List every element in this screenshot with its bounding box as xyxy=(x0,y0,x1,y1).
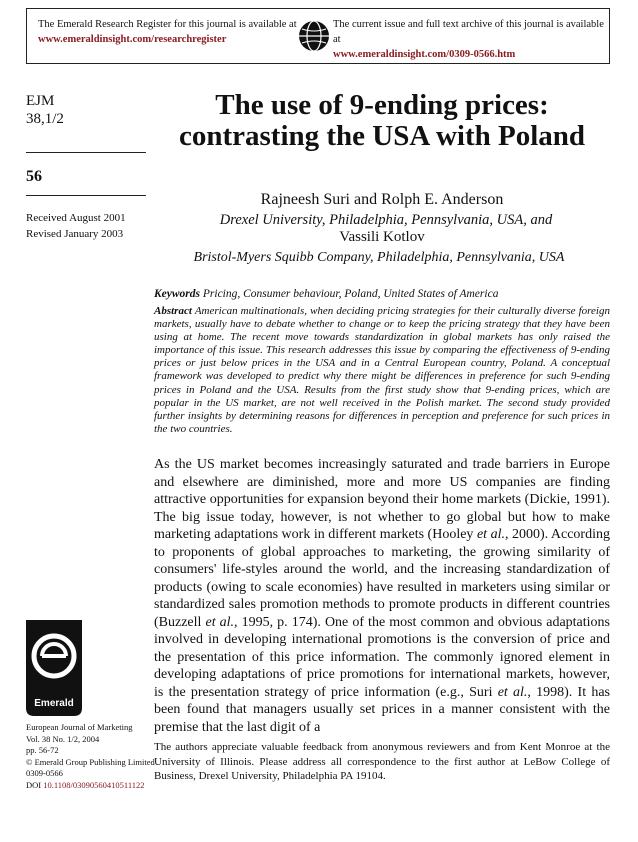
vol-issue: Vol. 38 No. 1/2, 2004 xyxy=(26,733,100,744)
received-date: Received August 2001 xyxy=(26,212,126,224)
body-text-1: As the US market becomes increasingly saturated and trade barriers in Europe and elsewhere are diminished, more and more US companies are finding attractive opportunities for expansion beyond their home markets (Dickie, 1991). The big issue today, however, is not whether to go global but how to make marketing adaptations work in different markets (Hooley xyxy=(154,457,610,542)
logo-text: Emerald xyxy=(34,698,74,709)
abstract-label: Abstract xyxy=(154,305,192,317)
page-number: 56 xyxy=(26,168,42,185)
body-text-2: , 2000). According to proponents of global approaches to marketing, the growing similarity of consumers' life-styles around the world, and the increasing standardization of products (owing to scale economies) have resulted in marketers using similar or standardized sales promotion methods to promote products in different countries (Buzzell xyxy=(154,527,610,630)
doi-link[interactable]: 10.1108/03090560410511122 xyxy=(43,779,145,790)
authors: Rajneesh Suri and Rolph E. Anderson xyxy=(260,191,504,208)
et-al: et al. xyxy=(497,684,528,700)
submission-dates xyxy=(26,210,126,242)
register-link[interactable]: www.emeraldinsight.com/researchregister xyxy=(38,34,227,45)
emerald-logo xyxy=(26,620,82,716)
abstract xyxy=(154,305,610,436)
body-text-4: , 1998). It has been found that managers usually set prices in a manner consistent with the premise that the last digit of a xyxy=(154,684,610,735)
header-box xyxy=(26,8,610,64)
et-al: et al. xyxy=(476,527,505,542)
journal-volume: 38,1/2 xyxy=(26,111,64,127)
keywords-text: Pricing, Consumer behaviour, Poland, United States of America xyxy=(202,288,499,300)
emerald-globe-icon xyxy=(297,19,331,53)
archive-note xyxy=(333,17,608,62)
footnote: The authors appreciate valuable feedback from anonymous reviewers and from Kent Monroe at the University of Illinois. Please address all correspondence to the first author at LeBow College of Business, Drexel University, Philadelphia PA 19104. xyxy=(154,741,610,783)
register-text: The Emerald Research Register for this journal is available at xyxy=(38,19,297,30)
keywords xyxy=(154,288,610,300)
revised-date: Revised January 2003 xyxy=(26,228,124,240)
doi-label: DOI xyxy=(26,779,42,790)
affiliation-1: Drexel University, Philadelphia, Pennsylvania, USA, and xyxy=(219,212,553,228)
archive-link[interactable]: www.emeraldinsight.com/0309-0566.htm xyxy=(333,49,516,60)
abstract-text: American multinationals, when deciding pricing strategies for their culturally diverse foreign markets, usually have to debate whether to change or to keep the pricing strategy that they have been using at home. The recent move towards standardization in global markets has only raised the importance of this issue. This research addresses this issue by comparing the effectiveness of 9-ending prices or just below prices in the USA and in a Central European country, Poland. A conceptual framework was developed to predict why there might be differences in preference for such 9-ending prices in Poland and the USA. Results from the first study show that 9-ending prices, which are popular in the US market, are not well received in the Polish market. The second study provided further insights by determining reasons for differences in perception and preference for such prices in the two countries. xyxy=(154,305,610,435)
body-paragraph xyxy=(154,456,610,736)
author-3: Vassili Kotlov xyxy=(339,229,425,245)
journal-name: European Journal of Marketing xyxy=(26,722,133,732)
copyright: © Emerald Group Publishing Limited xyxy=(26,756,155,767)
journal-abbr: EJM xyxy=(26,93,55,109)
body-text-3: , 1995, p. 174). One of the most common and obvious adaptations involved in developing international promotions is the conversion of price and the presentation of this price information. The commonly ignored element in developing adaptations of price promotions for international markets, however, is the presentation strategy of price information (e.g., Suri xyxy=(154,614,610,700)
divider xyxy=(26,152,146,153)
research-register-note xyxy=(38,17,308,47)
article-title: The use of 9-ending prices: contrasting the USA with Poland xyxy=(178,89,586,152)
keywords-label: Keywords xyxy=(154,288,200,300)
page-range: pp. 56-72 xyxy=(26,745,59,755)
issn: 0309-0566 xyxy=(26,768,63,778)
journal-citation xyxy=(26,92,64,128)
et-al: et al. xyxy=(205,614,235,630)
doi xyxy=(26,780,158,792)
divider xyxy=(26,195,146,196)
publication-info xyxy=(26,722,158,791)
archive-text: The current issue and full text archive of this journal is available at xyxy=(333,19,604,45)
affiliation-2: Bristol-Myers Squibb Company, Philadelphia, Pennsylvania, USA xyxy=(193,250,565,265)
